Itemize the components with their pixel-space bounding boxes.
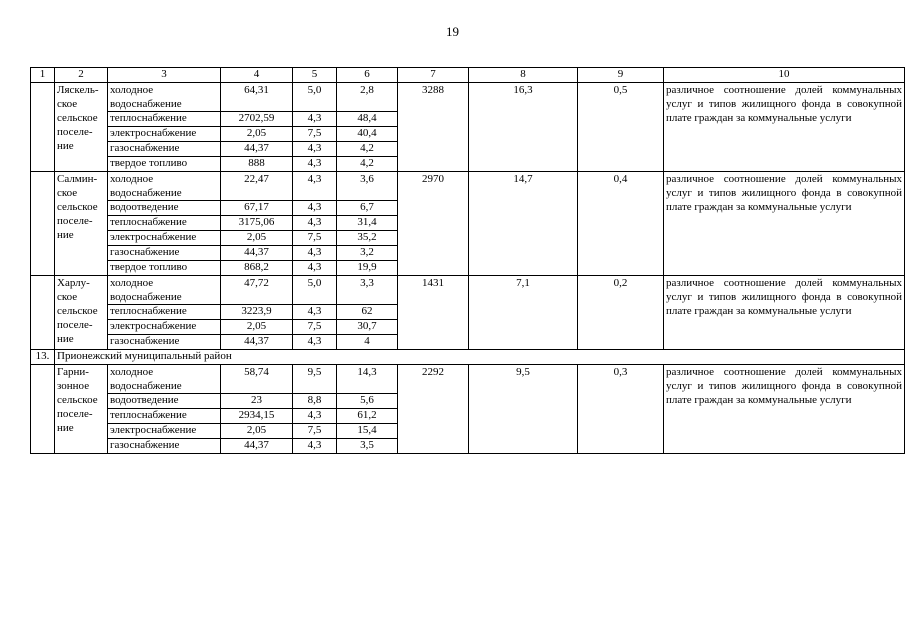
col7-cell: 2292 [398,365,469,454]
col7-cell: 2970 [398,172,469,276]
value-cell: 2,05 [221,231,293,246]
settlement-cell: Ляскель-ское сельское поселе-ние [55,83,108,172]
service-cell: твердое топливо [108,261,221,276]
note-cell: различное соотношение долей коммунальных услуг и типов жилищного фонда в совокупной плате граждан за коммунальные услуги [664,276,905,350]
value-cell: 35,2 [337,231,398,246]
value-cell: 4,3 [293,142,337,157]
value-cell: 2,05 [221,424,293,439]
value-cell: 40,4 [337,127,398,142]
value-cell: 44,37 [221,142,293,157]
value-cell: 4,3 [293,439,337,454]
note-cell: различное соотношение долей коммунальных услуг и типов жилищного фонда в совокупной плате граждан за коммунальные услуги [664,172,905,276]
value-cell: 4,3 [293,112,337,127]
value-cell: 5,6 [337,394,398,409]
col8-cell: 16,3 [469,83,578,172]
value-cell: 4,3 [293,246,337,261]
section-title: Прионежский муниципальный район [55,350,905,365]
col9-cell: 0,3 [578,365,664,454]
service-cell: электроснабжение [108,424,221,439]
value-cell: 4,3 [293,409,337,424]
table-row [31,276,905,305]
value-cell: 4,3 [293,335,337,350]
header-cell: 8 [469,68,578,83]
service-cell: электроснабжение [108,127,221,142]
service-cell: электроснабжение [108,231,221,246]
tariff-table [30,67,905,454]
value-cell: 47,72 [221,276,293,305]
value-cell: 62 [337,305,398,320]
value-cell: 22,47 [221,172,293,201]
value-cell: 3175,06 [221,216,293,231]
section-row [31,350,905,365]
service-cell: холодное водоснабжение [108,172,221,201]
value-cell: 4,3 [293,261,337,276]
value-cell: 44,37 [221,335,293,350]
value-cell: 2,8 [337,83,398,112]
value-cell: 8,8 [293,394,337,409]
value-cell: 3,2 [337,246,398,261]
header-cell: 6 [337,68,398,83]
note-cell: различное соотношение долей коммунальных услуг и типов жилищного фонда в совокупной плате граждан за коммунальные услуги [664,365,905,454]
value-cell: 6,7 [337,201,398,216]
row-number-cell [31,365,55,454]
value-cell: 67,17 [221,201,293,216]
col7-cell: 1431 [398,276,469,350]
value-cell: 888 [221,157,293,172]
service-cell: теплоснабжение [108,409,221,424]
value-cell: 4,3 [293,216,337,231]
value-cell: 2934,15 [221,409,293,424]
row-number-cell [31,276,55,350]
value-cell: 61,2 [337,409,398,424]
header-cell: 3 [108,68,221,83]
col9-cell: 0,4 [578,172,664,276]
header-cell: 1 [31,68,55,83]
row-number-cell [31,172,55,276]
value-cell: 23 [221,394,293,409]
value-cell: 31,4 [337,216,398,231]
value-cell: 15,4 [337,424,398,439]
value-cell: 3,3 [337,276,398,305]
service-cell: холодное водоснабжение [108,276,221,305]
value-cell: 48,4 [337,112,398,127]
value-cell: 3223,9 [221,305,293,320]
value-cell: 4,3 [293,157,337,172]
header-cell: 2 [55,68,108,83]
value-cell: 4 [337,335,398,350]
note-cell: различное соотношение долей коммунальных услуг и типов жилищного фонда в совокупной плате граждан за коммунальные услуги [664,83,905,172]
value-cell: 4,2 [337,142,398,157]
value-cell: 14,3 [337,365,398,394]
value-cell: 4,3 [293,172,337,201]
value-cell: 7,5 [293,320,337,335]
header-cell: 4 [221,68,293,83]
service-cell: электроснабжение [108,320,221,335]
table-row [31,365,905,394]
value-cell: 30,7 [337,320,398,335]
value-cell: 3,6 [337,172,398,201]
header-cell: 5 [293,68,337,83]
header-cell: 10 [664,68,905,83]
value-cell: 2,05 [221,320,293,335]
row-number-cell [31,83,55,172]
service-cell: газоснабжение [108,439,221,454]
header-cell: 9 [578,68,664,83]
value-cell: 4,3 [293,305,337,320]
service-cell: теплоснабжение [108,216,221,231]
value-cell: 2702,59 [221,112,293,127]
settlement-cell: Харлу-ское сельское поселе-ние [55,276,108,350]
col8-cell: 7,1 [469,276,578,350]
service-cell: холодное водоснабжение [108,365,221,394]
value-cell: 19,9 [337,261,398,276]
col8-cell: 9,5 [469,365,578,454]
value-cell: 5,0 [293,83,337,112]
value-cell: 9,5 [293,365,337,394]
value-cell: 7,5 [293,231,337,246]
header-cell: 7 [398,68,469,83]
header-row [31,68,905,83]
settlement-cell: Гарни-зонное сельское поселе-ние [55,365,108,454]
settlement-cell: Салмин-ское сельское поселе-ние [55,172,108,276]
value-cell: 58,74 [221,365,293,394]
service-cell: холодное водоснабжение [108,83,221,112]
value-cell: 7,5 [293,127,337,142]
value-cell: 7,5 [293,424,337,439]
col9-cell: 0,2 [578,276,664,350]
value-cell: 2,05 [221,127,293,142]
service-cell: твердое топливо [108,157,221,172]
col9-cell: 0,5 [578,83,664,172]
value-cell: 3,5 [337,439,398,454]
value-cell: 44,37 [221,246,293,261]
table-row [31,83,905,112]
value-cell: 44,37 [221,439,293,454]
section-number: 13. [31,350,55,365]
service-cell: газоснабжение [108,246,221,261]
value-cell: 868,2 [221,261,293,276]
value-cell: 64,31 [221,83,293,112]
service-cell: теплоснабжение [108,112,221,127]
page-number: 19 [446,24,459,39]
value-cell: 4,3 [293,201,337,216]
table-row [31,172,905,201]
service-cell: водоотведение [108,394,221,409]
service-cell: водоотведение [108,201,221,216]
col8-cell: 14,7 [469,172,578,276]
value-cell: 5,0 [293,276,337,305]
col7-cell: 3288 [398,83,469,172]
value-cell: 4,2 [337,157,398,172]
service-cell: теплоснабжение [108,305,221,320]
service-cell: газоснабжение [108,142,221,157]
service-cell: газоснабжение [108,335,221,350]
